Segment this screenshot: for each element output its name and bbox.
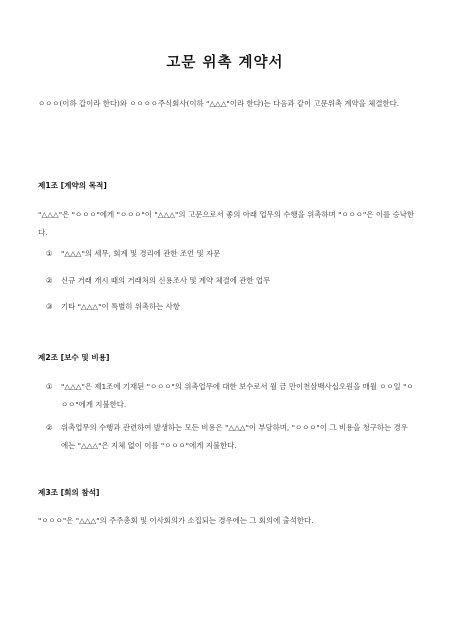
item-number: ② [46,423,53,432]
article-2-heading: 제2조 [보수 및 비용] [38,353,110,362]
item-number: ③ [46,302,53,311]
item-text: "△△△"의 세무, 회계 및 경리에 관한 조언 및 자문 [61,249,221,258]
item-text: 신규 거래 개시 때의 거래처의 신용조사 및 계약 체결에 관한 업무 [61,276,271,285]
article-1-item-2 [46,272,414,290]
article-1-body: "△△△"은 "ㅇㅇㅇ"에게 "ㅇㅇㅇ"이 "△△△"의 고문으로서 좋의 아래 업무의 수행을 위촉하며 "ㅇㅇㅇ"은 이를 승낙한다. [38,210,414,237]
document-title: 고문 위촉 계약서 [166,54,284,71]
article-3-body: "ㅇㅇㅇ"은 "△△△"의 주주총회 및 이사회의가 소집되는 경우에는 그 회의에 출석한다. [38,516,314,525]
article-1-item-3 [46,298,414,316]
article-2-item-2 [46,419,414,455]
item-text: 위촉업무의 수행과 관련하여 발생하는 모든 비용은 "△△△"이 부담하며, "ㅇㅇㅇ"이 그 비용을 청구하는 경우에는 "△△△"은 지체 없이 이를 "ㅇㅇㅇ"에게 지불한다. [61,423,408,450]
article-1-item-1 [46,245,414,263]
article-3-heading: 제3조 [회의 참석] [38,488,100,497]
intro-paragraph: ㅇㅇㅇ(이하 갑이라 한다)와 ㅇㅇㅇㅇ주식회사(이하 "△△△"이라 한다)는 다음과 같이 고문위촉 계약을 체결한다. [38,99,400,108]
item-text: "△△△"은 제1조에 기재된 "ㅇㅇㅇ"의 위촉업무에 대한 보수로서 월 금 만이천삼백사십오원을 매월 ㅇㅇ일 "ㅇㅇㅇ"에게 지불한다. [61,382,414,409]
item-number: ② [46,276,53,285]
article-2-item-1 [46,378,414,414]
item-text: 기타 "△△△"이 특별히 위촉하는 사항 [61,302,180,311]
item-number: ① [46,249,53,258]
item-number: ① [46,382,53,391]
article-1-heading: 제1조 [계약의 목적] [38,181,107,190]
